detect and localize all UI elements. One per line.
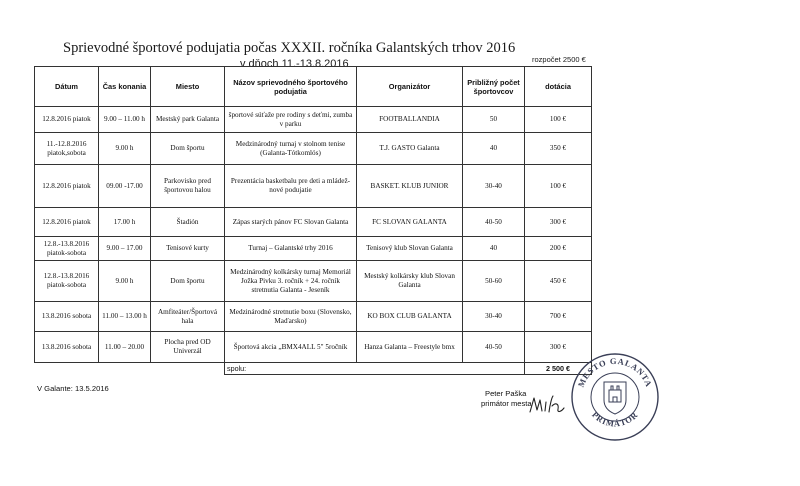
cell-organizer: Mestský kolkársky klub Slovan Galanta xyxy=(357,261,463,302)
cell-organizer: FC SLOVAN GALANTA xyxy=(357,208,463,237)
cell-time: 17.00 h xyxy=(99,208,151,237)
column-header: Čas konania xyxy=(99,67,151,107)
table-row xyxy=(35,208,592,237)
stamp-bottom-text: PRIMÁTOR xyxy=(590,409,640,429)
sum-value: 2 500 € xyxy=(525,363,592,375)
cell-date: 12.8.2016 piatok xyxy=(35,107,99,133)
cell-count: 30-40 xyxy=(463,165,525,208)
cell-time: 9.00 h xyxy=(99,133,151,165)
stamp-top-text: MESTO GALANTA xyxy=(575,355,655,389)
cell-organizer: Tenisový klub Slovan Galanta xyxy=(357,237,463,261)
cell-organizer: T.J. GASTO Galanta xyxy=(357,133,463,165)
cell-time: 11.00 – 20.00 xyxy=(99,332,151,363)
cell-place: Tenisové kurty xyxy=(151,237,225,261)
cell-event: Medzinárodné stretnutie boxu (Slovensko, Maďarsko) xyxy=(225,302,357,332)
cell-date: 12.8.2016 piatok xyxy=(35,165,99,208)
column-header: Dátum xyxy=(35,67,99,107)
table-sum-row xyxy=(35,363,592,375)
column-header: Názov sprievodného športového podujatia xyxy=(225,67,357,107)
coat-of-arms-icon xyxy=(604,382,626,414)
cell-count: 40 xyxy=(463,237,525,261)
cell-grant: 300 € xyxy=(525,332,592,363)
column-header: Približný počet športovcov xyxy=(463,67,525,107)
cell-count: 40-50 xyxy=(463,332,525,363)
cell-event: Prezentácia basketbalu pre deti a mládež-nové podujatie xyxy=(225,165,357,208)
cell-grant: 450 € xyxy=(525,261,592,302)
signer-name: Peter Paška xyxy=(485,389,527,398)
cell-count: 30-40 xyxy=(463,302,525,332)
handwritten-signature xyxy=(528,392,568,418)
cell-organizer: BASKET. KLUB JUNIOR xyxy=(357,165,463,208)
cell-organizer: KO BOX CLUB GALANTA xyxy=(357,302,463,332)
cell-time: 09.00 -17.00 xyxy=(99,165,151,208)
cell-organizer: FOOTBALLANDIA xyxy=(357,107,463,133)
cell-date: 12.8.2016 piatok xyxy=(35,208,99,237)
cell-place: Dom športu xyxy=(151,261,225,302)
cell-event: Medzinárodný kolkársky turnaj Memoriál Jožka Pivku 3. ročník + 24. ročník stretnutia Galanta - Jeseník xyxy=(225,261,357,302)
table-row xyxy=(35,261,592,302)
cell-date: 12.8.-13.8.2016 piatok-sobota xyxy=(35,237,99,261)
column-header: dotácia xyxy=(525,67,592,107)
cell-place: Parkovisko pred športovou halou xyxy=(151,165,225,208)
cell-place: Dom športu xyxy=(151,133,225,165)
document-subtitle: v dňoch 11.-13.8.2016 xyxy=(240,58,349,70)
cell-count: 50 xyxy=(463,107,525,133)
cell-time: 9.00 h xyxy=(99,261,151,302)
cell-organizer: Hanza Galanta – Freestyle bmx xyxy=(357,332,463,363)
cell-grant: 350 € xyxy=(525,133,592,165)
signer-role: primátor mesta xyxy=(481,399,532,408)
budget-note: rozpočet 2500 € xyxy=(532,55,586,64)
table-header-row xyxy=(35,67,592,107)
column-header: Miesto xyxy=(151,67,225,107)
svg-text:PRIMÁTOR xyxy=(590,409,640,428)
svg-text:MESTO GALANTA xyxy=(576,356,655,389)
official-stamp xyxy=(570,352,660,442)
table-row xyxy=(35,165,592,208)
document-date: V Galante: 13.5.2016 xyxy=(37,384,109,393)
cell-event: Zápas starých pánov FC Slovan Galanta xyxy=(225,208,357,237)
cell-date: 13.8.2016 sobota xyxy=(35,302,99,332)
table-row xyxy=(35,107,592,133)
cell-grant: 100 € xyxy=(525,107,592,133)
cell-event: Turnaj – Galantské trhy 2016 xyxy=(225,237,357,261)
table-row xyxy=(35,237,592,261)
table-row xyxy=(35,133,592,165)
cell-count: 40-50 xyxy=(463,208,525,237)
cell-place: Plocha pred OD Univerzál xyxy=(151,332,225,363)
cell-time: 11.00 – 13.00 h xyxy=(99,302,151,332)
cell-place: Mestský park Galanta xyxy=(151,107,225,133)
cell-date: 13.8.2016 sobota xyxy=(35,332,99,363)
events-table xyxy=(34,66,592,375)
table-row xyxy=(35,302,592,332)
cell-time: 9.00 – 17.00 xyxy=(99,237,151,261)
cell-date: 12.8.-13.8.2016 piatok-sobota xyxy=(35,261,99,302)
cell-time: 9.00 – 11.00 h xyxy=(99,107,151,133)
sum-label: spolu: xyxy=(225,363,525,375)
cell-event: športové súťaže pre rodiny s deťmi, zumba v parku xyxy=(225,107,357,133)
cell-count: 50-60 xyxy=(463,261,525,302)
cell-event: Športová akcia „BMX4ALL 5" 5ročník xyxy=(225,332,357,363)
cell-count: 40 xyxy=(463,133,525,165)
cell-grant: 300 € xyxy=(525,208,592,237)
cell-grant: 200 € xyxy=(525,237,592,261)
cell-date: 11.-12.8.2016 piatok,sobota xyxy=(35,133,99,165)
column-header: Organizátor xyxy=(357,67,463,107)
cell-place: Štadión xyxy=(151,208,225,237)
cell-grant: 100 € xyxy=(525,165,592,208)
document-title: Sprievodné športové podujatia počas XXXII. ročníka Galantských trhov 2016 xyxy=(63,40,516,56)
table-row xyxy=(35,332,592,363)
cell-grant: 700 € xyxy=(525,302,592,332)
cell-event: Medzinárodný turnaj v stolnom tenise (Galanta-Tótkomlós) xyxy=(225,133,357,165)
cell-place: Amfiteáter/Športová hala xyxy=(151,302,225,332)
